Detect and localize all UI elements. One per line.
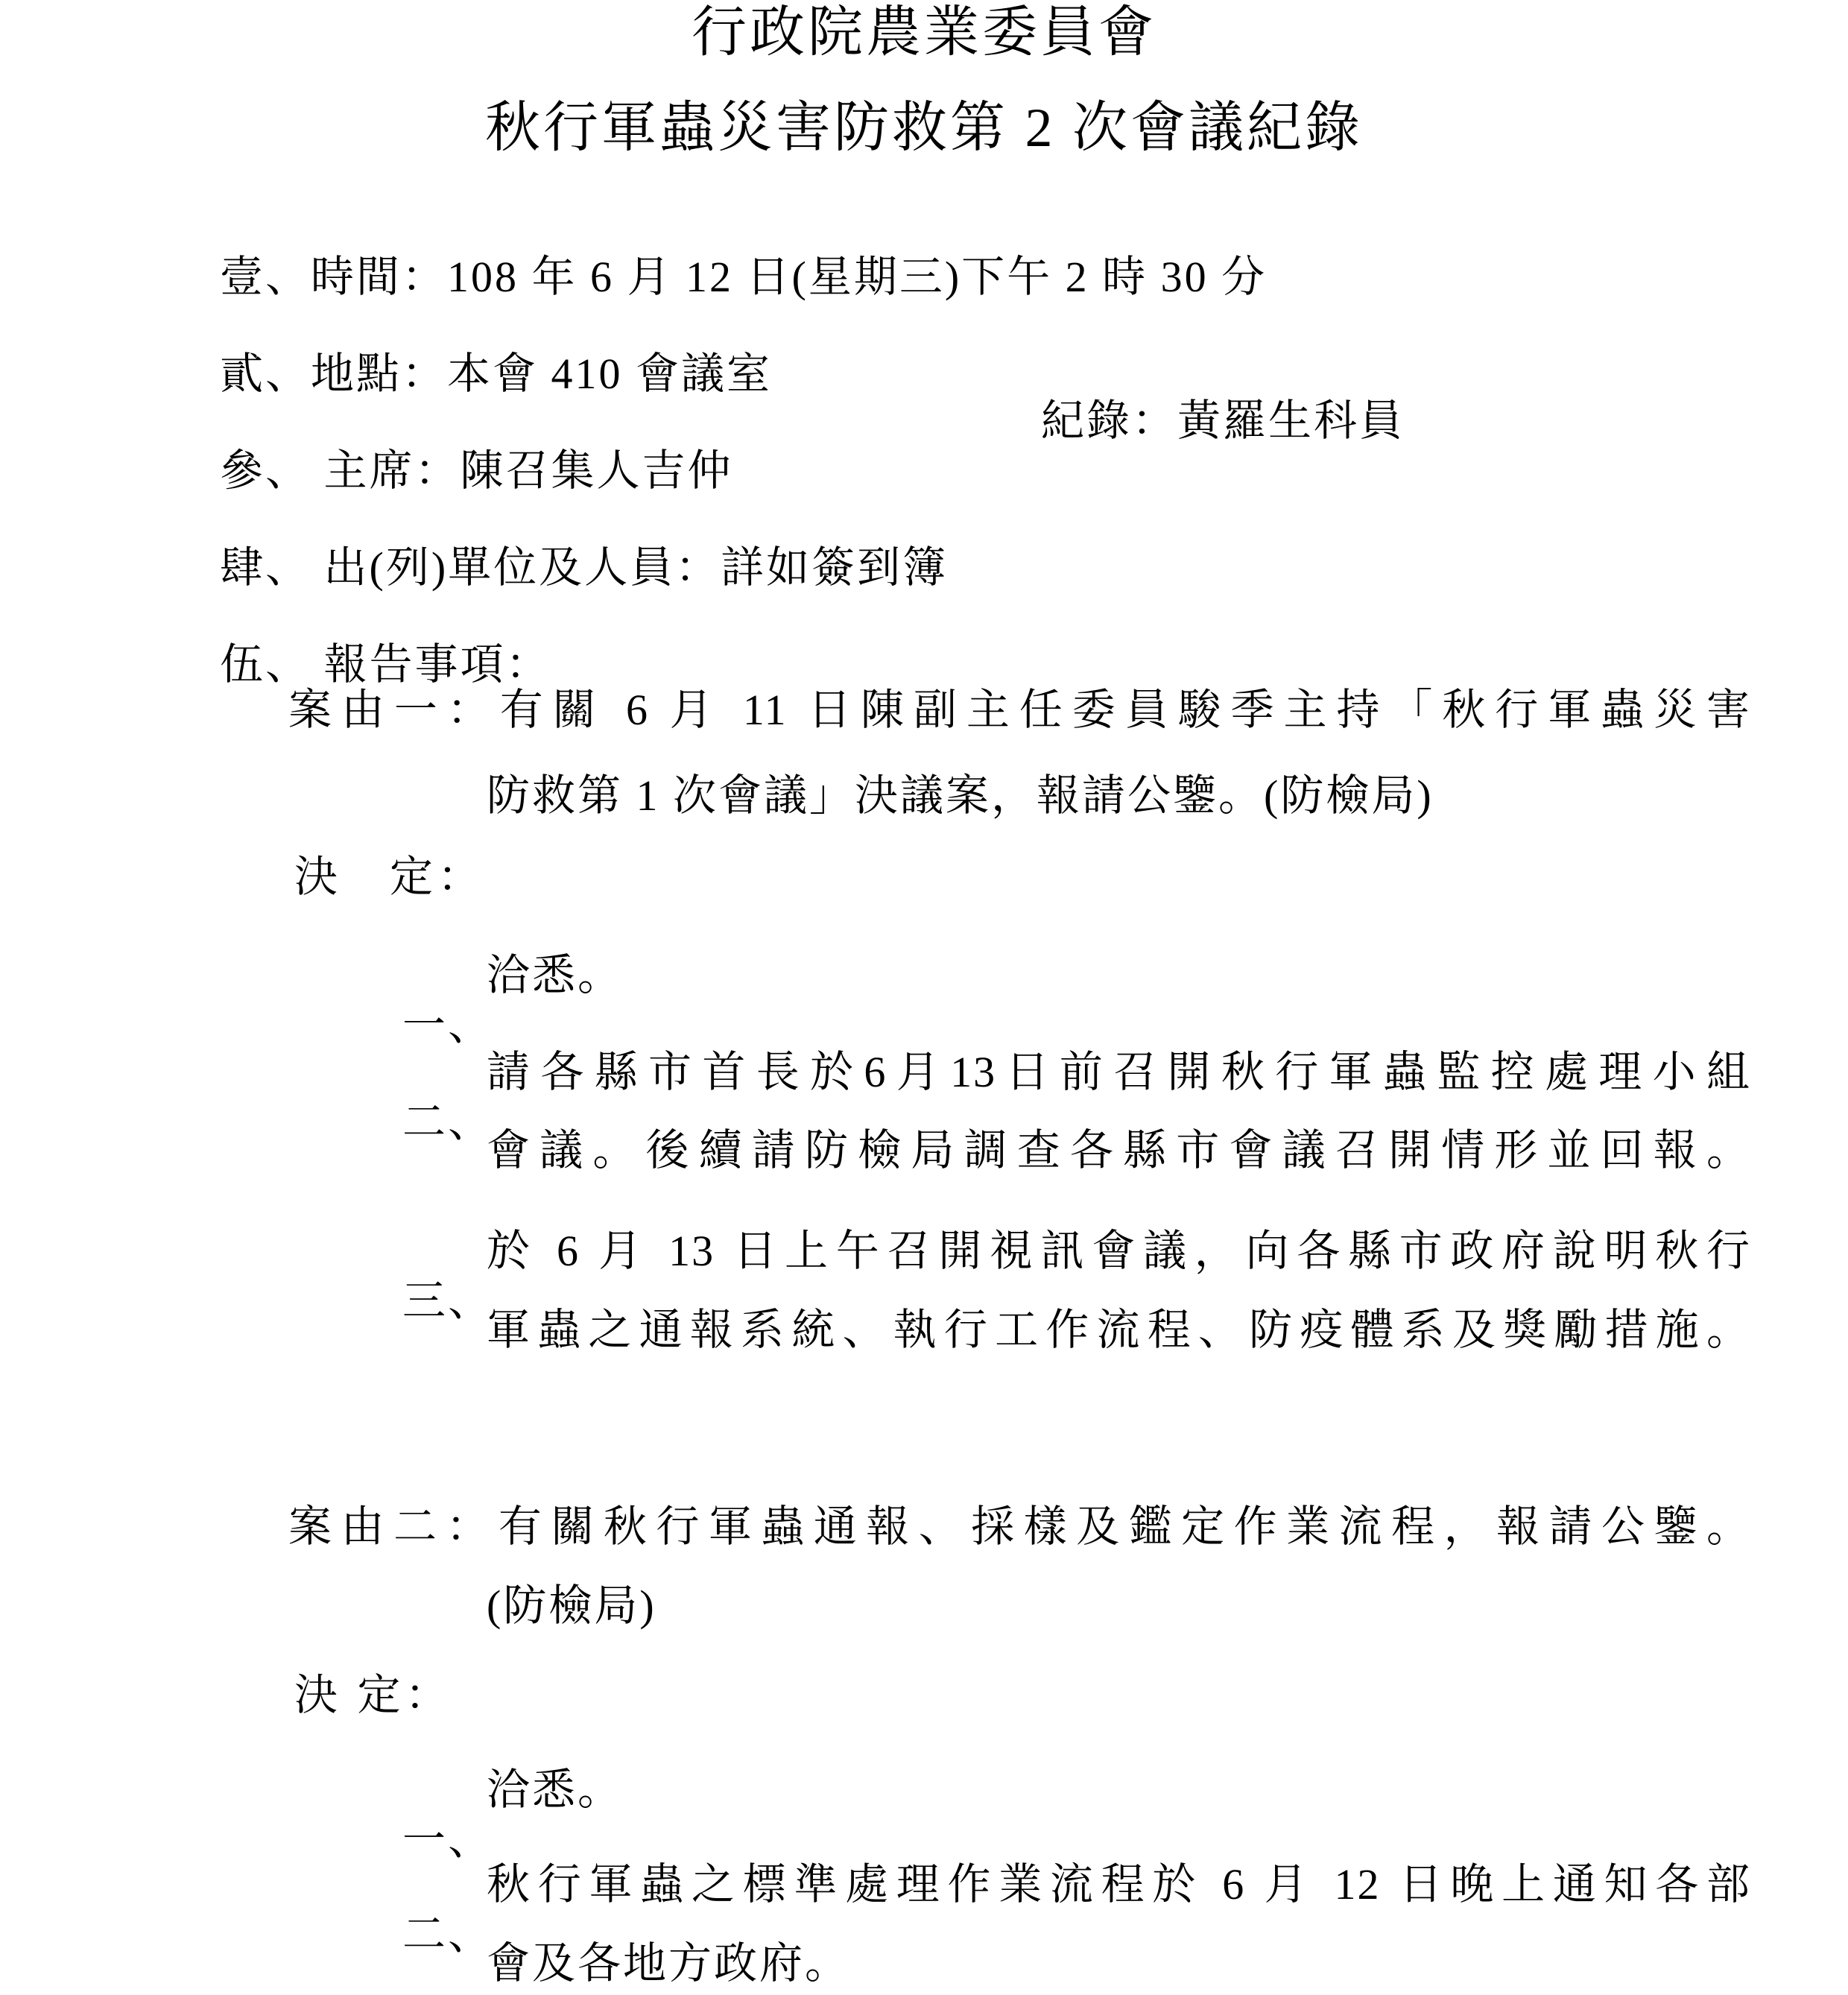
case1-decision-heading: 決 定： <box>294 853 486 901</box>
meta-chair-label: 參、 <box>220 446 311 495</box>
meta-attendees-label: 肆、 <box>220 543 311 592</box>
meta-time-label: 壹、 <box>220 252 311 301</box>
meta-recorder-value: 紀錄：黃羅生科員 <box>1041 396 1405 445</box>
case1-item1-number: 一、 <box>402 1000 494 1049</box>
meta-report-spacer <box>311 640 324 689</box>
doc-title: 秋行軍蟲災害防救第 2 次會議紀錄 <box>485 98 1363 159</box>
case2-item2-number: 二、 <box>402 1909 494 1958</box>
meta-attendees-spacer <box>311 543 324 592</box>
case2-decision-heading: 決 定： <box>294 1671 453 1719</box>
case1-item1-text: 洽悉。 <box>487 951 624 999</box>
meta-report-value: 報告事項： <box>323 639 551 689</box>
case2-subject-line1: 案由二：有關秋行軍蟲通報、採樣及鑑定作業流程，報請公鑒。 <box>288 1502 1751 1551</box>
meta-report-label: 伍、 <box>220 639 311 689</box>
case1-decision-item3-line2: 軍蟲之通報系統、執行工作流程、防疫體系及獎勵措施。 <box>487 1306 1751 1354</box>
meta-chair-value: 主席：陳召集人吉仲 <box>323 446 733 495</box>
case1-item2-number: 二、 <box>402 1097 494 1146</box>
case2-decision-item2-line2: 會及各地方政府。 <box>487 1939 851 1988</box>
case2-item1-number: 一、 <box>402 1815 494 1864</box>
case1-decision-item2-line2: 會議。後續請防檢局調查各縣市會議召開情形並回報。 <box>487 1126 1751 1174</box>
meta-attendees-value: 出(列)單位及人員：詳如簽到簿 <box>323 543 949 592</box>
meta-place-value: 地點：本會 410 會議室 <box>311 349 773 398</box>
case2-item2-text-line1: 秋行軍蟲之標準處理作業流程於 6 月 12 日晚上通知各部 <box>487 1860 1751 1909</box>
case1-subject-line2: 防救第 1 次會議」決議案，報請公鑒。(防檢局) <box>487 771 1434 820</box>
org-title: 行政院農業委員會 <box>692 2 1156 63</box>
case2-subject-line2: (防檢局) <box>487 1581 656 1630</box>
case1-item3-text-line1: 於 6 月 13 日上午召開視訊會議，向各縣市政府說明秋行 <box>487 1227 1751 1275</box>
case1-subject-line1: 案由一：有關 6 月 11 日陳副主任委員駿季主持「秋行軍蟲災害 <box>288 686 1751 734</box>
case1-item2-text-line1: 請各縣市首長於6月13日前召開秋行軍蟲監控處理小組 <box>487 1048 1751 1096</box>
meta-chair-spacer <box>311 446 324 495</box>
case1-item3-number: 三、 <box>402 1276 494 1325</box>
meta-time-value: 時間：108 年 6 月 12 日(星期三)下午 2 時 30 分 <box>311 252 1268 301</box>
case2-item1-text: 洽悉。 <box>487 1765 624 1814</box>
meta-place-label: 貳、 <box>220 349 311 398</box>
